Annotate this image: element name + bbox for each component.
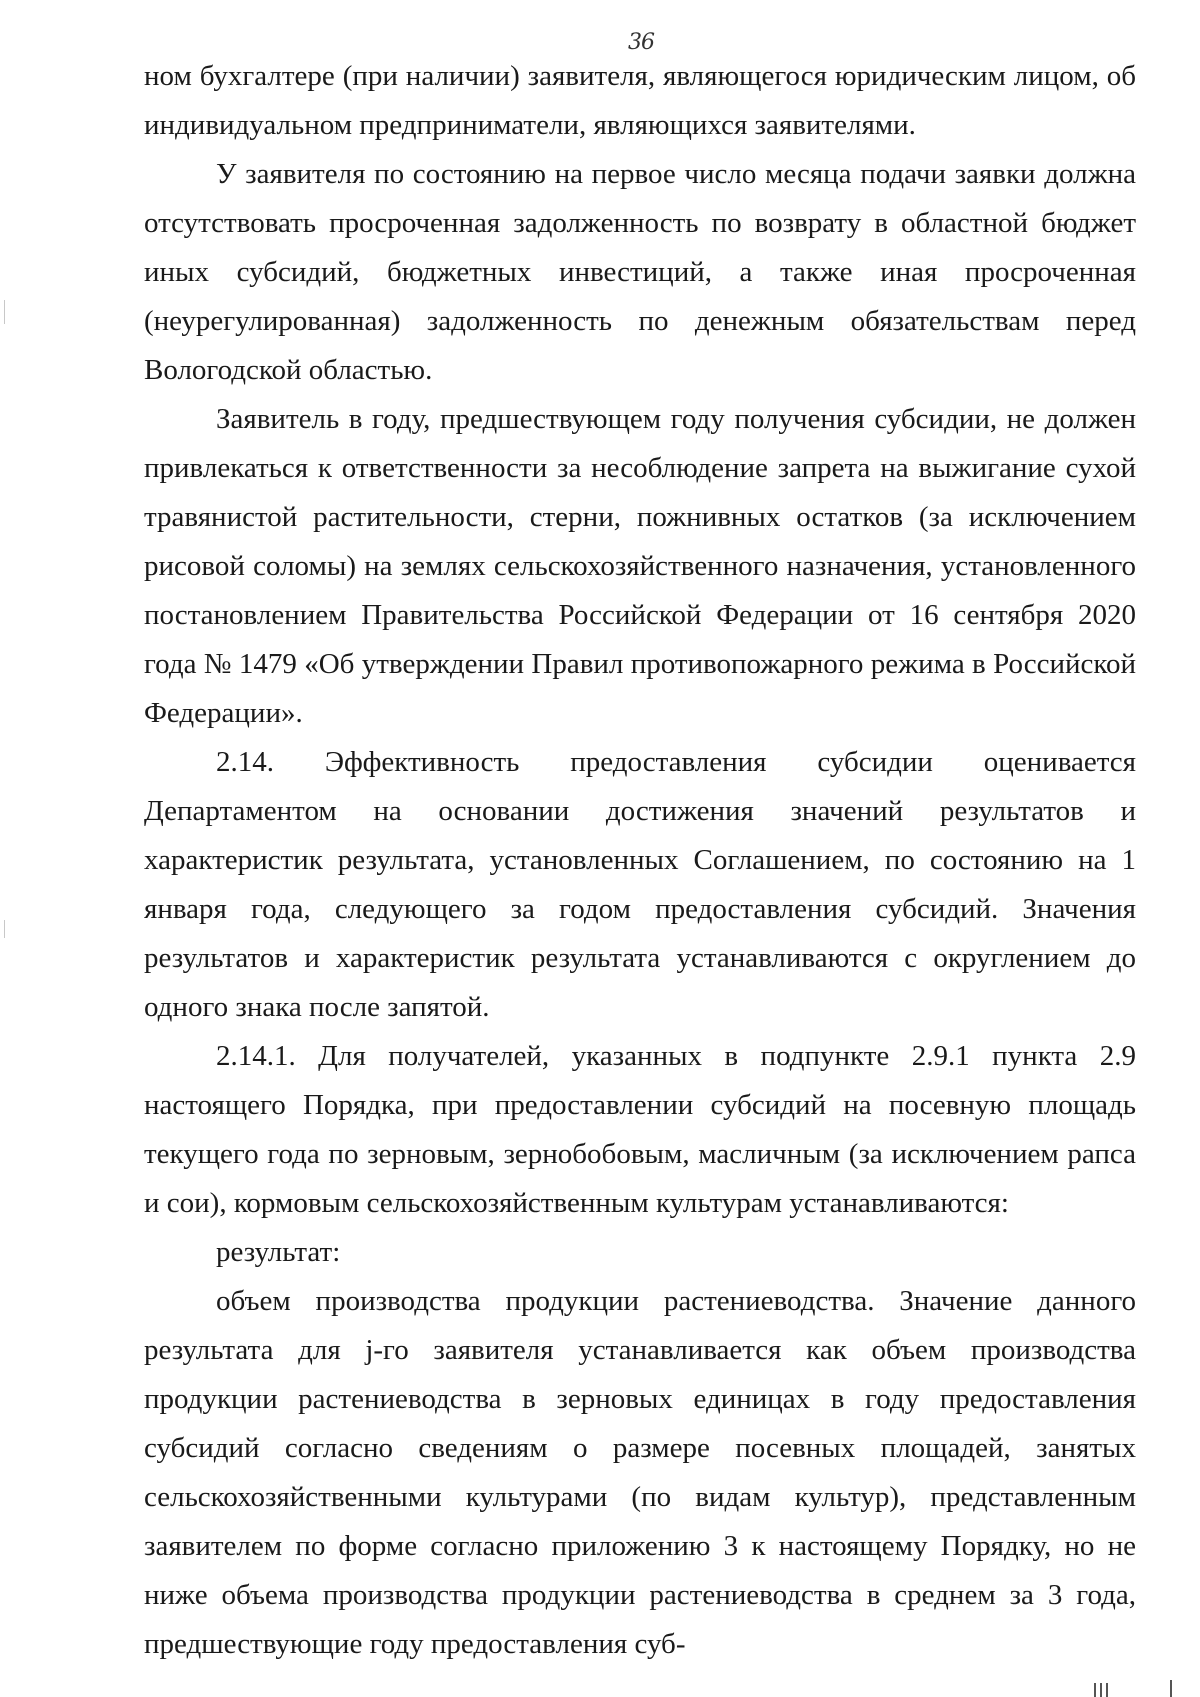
scan-artifact: [1170, 1680, 1172, 1697]
scan-artifact: [1100, 1683, 1102, 1697]
paragraph-debt-requirement: У заявителя по состоянию на первое число месяца подачи заявки должна отсутствовать просроченная задолженность по возврату в областной бюджет иных субсидий, бюджетных инвестиций, а также иная просроченная (неурегулированная) задолженность по денежным обязательствам перед Вологодской областью.: [144, 158, 1136, 386]
paragraph-result-label: результат:: [216, 1236, 341, 1268]
scan-artifact: [1094, 1683, 1096, 1697]
page-number: 36: [628, 30, 654, 55]
scan-artifact: [1106, 1683, 1108, 1697]
scan-artifact: [4, 300, 5, 324]
paragraph-2-14-1: 2.14.1. Для получателей, указанных в подпункте 2.9.1 пункта 2.9 настоящего Порядка, при предоставлении субсидий на посевную площадь текущего года по зерновым, зернобобовым, масличным (за исключением рапса и сои), кормовым сельскохозяйственным культурам устанавливаются:: [144, 1040, 1136, 1219]
paragraph-continuation: ном бухгалтере (при наличии) заявителя, являющегося юридическим лицом, об индивидуальном предприниматели, являющихся заявителями.: [144, 60, 1136, 141]
paragraph-production-volume: объем производства продукции растениеводства. Значение данного результата для j-го заявителя устанавливается как объем производства продукции растениеводства в зерновых единицах в году предоставления субсидий согласно сведениям о размере посевных площадей, занятых сельскохозяйственными культурами (по видам культур), представленным заявителем по форме согласно приложению 3 к настоящему Порядку, но не ниже объема производства продукции растениеводства в среднем за 3 года, предшествующие году предоставления суб-: [144, 1285, 1136, 1660]
paragraph-burning-ban: Заявитель в году, предшествующем году получения субсидии, не должен привлекаться к ответственности за несоблюдение запрета на выжигание сухой травянистой растительности, стерни, пожнивных остатков (за исключением рисовой соломы) на землях сельскохозяйственного назначения, установленного постановлением Правительства Российской Федерации от 16 сентября 2020 года № 1479 «Об утверждении Правил противопожарного режима в Российской Федерации».: [144, 403, 1136, 729]
paragraph-2-14: 2.14. Эффективность предоставления субсидии оценивается Департаментом на основании достижения значений результатов и характеристик результата, установленных Соглашением, по состоянию на 1 января года, следующего за годом предоставления субсидий. Значения результатов и характеристик результата устанавливаются с округлением до одного знака после запятой.: [144, 746, 1136, 1023]
document-body: [144, 52, 1136, 1669]
scan-artifact: [4, 920, 5, 938]
